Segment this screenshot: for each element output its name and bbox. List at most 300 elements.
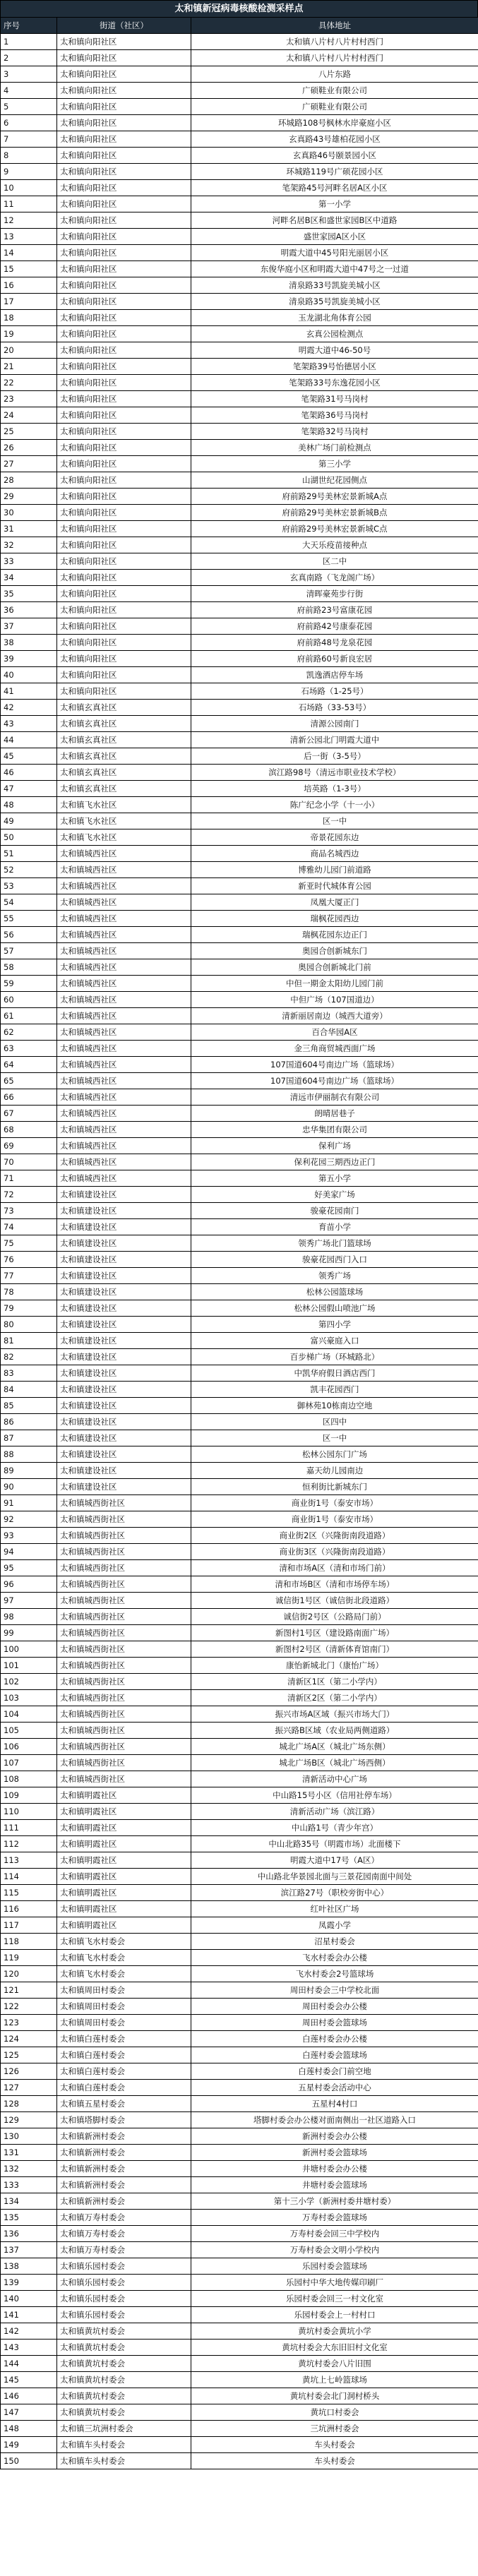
row-address: 石场路（1-25号） — [191, 683, 478, 700]
table-row — [1, 2275, 478, 2291]
row-address: 奥园合创新城北门前 — [191, 959, 478, 976]
row-community: 太和镇建设社区 — [57, 1382, 191, 1398]
row-address: 百合华园A区 — [191, 1024, 478, 1041]
row-community: 太和镇万寿村委会 — [57, 2210, 191, 2226]
table-row — [1, 862, 478, 878]
row-address: 大天乐疫苗接种点 — [191, 537, 478, 553]
row-community: 太和镇建设社区 — [57, 1398, 191, 1414]
table-row — [1, 2112, 478, 2128]
row-index: 13 — [1, 229, 57, 245]
row-community: 太和镇建设社区 — [57, 1268, 191, 1284]
row-community: 太和镇建设社区 — [57, 1414, 191, 1430]
row-community: 太和镇向阳社区 — [57, 131, 191, 148]
table-row — [1, 781, 478, 797]
row-index: 102 — [1, 1674, 57, 1690]
row-community: 太和镇玄真社区 — [57, 716, 191, 732]
table-row — [1, 50, 478, 66]
table-row — [1, 878, 478, 894]
table-row — [1, 1268, 478, 1284]
row-index: 30 — [1, 505, 57, 521]
row-address: 井塘村委会篮球场 — [191, 2177, 478, 2193]
row-index: 54 — [1, 894, 57, 911]
table-row — [1, 1609, 478, 1625]
row-address: 107国道604号南边广场（篮球场） — [191, 1073, 478, 1089]
row-address: 太和镇八片村八片村村西门 — [191, 34, 478, 50]
row-index: 128 — [1, 2096, 57, 2112]
row-community: 太和镇乐园村委会 — [57, 2275, 191, 2291]
row-index: 41 — [1, 683, 57, 700]
table-row — [1, 2372, 478, 2388]
row-community: 太和镇城西街社区 — [57, 1609, 191, 1625]
row-address: 环城路119号广硕花园小区 — [191, 164, 478, 180]
table-row — [1, 1690, 478, 1706]
table-row — [1, 1771, 478, 1787]
row-index: 142 — [1, 2323, 57, 2340]
table-row — [1, 553, 478, 570]
row-community: 太和镇向阳社区 — [57, 391, 191, 407]
table-row — [1, 407, 478, 424]
row-community: 太和镇建设社区 — [57, 1479, 191, 1495]
table-row — [1, 2015, 478, 2031]
row-community: 太和镇建设社区 — [57, 1430, 191, 1446]
row-address: 玄真路46号颐景园小区 — [191, 148, 478, 164]
row-community: 太和镇白莲村委会 — [57, 2063, 191, 2080]
row-address: 帝景花园东边 — [191, 829, 478, 846]
table-row — [1, 813, 478, 829]
row-index: 74 — [1, 1219, 57, 1235]
row-index: 136 — [1, 2226, 57, 2242]
row-address: 瑞枫花园东边正门 — [191, 927, 478, 943]
table-row — [1, 959, 478, 976]
row-community: 太和镇向阳社区 — [57, 667, 191, 683]
table-row — [1, 2258, 478, 2275]
table-row — [1, 1739, 478, 1755]
row-index: 2 — [1, 50, 57, 66]
row-index: 14 — [1, 245, 57, 261]
row-index: 40 — [1, 667, 57, 683]
row-index: 104 — [1, 1706, 57, 1723]
row-index: 18 — [1, 310, 57, 326]
row-community: 太和镇城西街社区 — [57, 1576, 191, 1593]
row-index: 82 — [1, 1349, 57, 1365]
row-address: 松林公园篮球场 — [191, 1284, 478, 1300]
table-row — [1, 1641, 478, 1658]
row-community: 太和镇城西社区 — [57, 959, 191, 976]
table-row — [1, 196, 478, 212]
row-index: 50 — [1, 829, 57, 846]
row-community: 太和镇明霞社区 — [57, 1836, 191, 1852]
row-index: 66 — [1, 1089, 57, 1106]
row-community: 太和镇乐园村委会 — [57, 2258, 191, 2275]
row-address: 玄真南路（飞龙阁广场） — [191, 570, 478, 586]
row-index: 134 — [1, 2193, 57, 2210]
row-address: 金三角商贸城西面广场 — [191, 1041, 478, 1057]
row-index: 145 — [1, 2372, 57, 2388]
row-index: 141 — [1, 2307, 57, 2323]
row-index: 53 — [1, 878, 57, 894]
row-index: 90 — [1, 1479, 57, 1495]
row-community: 太和镇建设社区 — [57, 1463, 191, 1479]
row-community: 太和镇明霞社区 — [57, 1804, 191, 1820]
table-row — [1, 148, 478, 164]
row-index: 150 — [1, 2453, 57, 2469]
row-index: 80 — [1, 1317, 57, 1333]
row-address: 府前路23号富康花园 — [191, 602, 478, 618]
table-row — [1, 1446, 478, 1463]
row-index: 97 — [1, 1593, 57, 1609]
row-address: 中但一期金太阳幼儿园门前 — [191, 976, 478, 992]
table-row — [1, 326, 478, 342]
row-community: 太和镇向阳社区 — [57, 586, 191, 602]
row-community: 太和镇玄真社区 — [57, 748, 191, 765]
row-address: 御林苑10栋南边空地 — [191, 1398, 478, 1414]
table-row — [1, 2307, 478, 2323]
table-row — [1, 277, 478, 294]
row-community: 太和镇建设社区 — [57, 1252, 191, 1268]
row-address: 府前路29号美林宏景新城C点 — [191, 521, 478, 537]
row-address: 玄真路43号雄柏花园小区 — [191, 131, 478, 148]
table-row — [1, 1869, 478, 1885]
row-address: 诚信街2号区（公路局门前） — [191, 1609, 478, 1625]
row-index: 126 — [1, 2063, 57, 2080]
row-index: 127 — [1, 2080, 57, 2096]
table-row — [1, 489, 478, 505]
row-index: 117 — [1, 1917, 57, 1934]
table-row — [1, 83, 478, 99]
row-community: 太和镇新洲村委会 — [57, 2145, 191, 2161]
row-community: 太和镇城西街社区 — [57, 1723, 191, 1739]
table-row — [1, 2356, 478, 2372]
row-index: 111 — [1, 1820, 57, 1836]
row-address: 黄坑村委会黄坑小学 — [191, 2323, 478, 2340]
table-row — [1, 602, 478, 618]
row-address: 黄坑村委会八片旧围 — [191, 2356, 478, 2372]
row-address: 明霞大道中17号（A区） — [191, 1852, 478, 1869]
table-row — [1, 456, 478, 472]
row-community: 太和镇向阳社区 — [57, 212, 191, 229]
table-row — [1, 943, 478, 959]
row-address: 恒利街比新城东门 — [191, 1479, 478, 1495]
table-row — [1, 2340, 478, 2356]
row-community: 太和镇城西社区 — [57, 911, 191, 927]
row-index: 60 — [1, 992, 57, 1008]
table-body — [1, 34, 478, 2469]
row-community: 太和镇城西社区 — [57, 1073, 191, 1089]
row-address: 保利广场 — [191, 1138, 478, 1154]
row-community: 太和镇建设社区 — [57, 1446, 191, 1463]
row-community: 太和镇城西社区 — [57, 846, 191, 862]
row-index: 9 — [1, 164, 57, 180]
row-index: 83 — [1, 1365, 57, 1382]
row-address: 府前路42号康泰花园 — [191, 618, 478, 635]
row-community: 太和镇周田村委会 — [57, 1999, 191, 2015]
row-community: 太和镇万寿村委会 — [57, 2242, 191, 2258]
row-index: 106 — [1, 1739, 57, 1755]
row-community: 太和镇向阳社区 — [57, 456, 191, 472]
row-community: 太和镇城西社区 — [57, 1138, 191, 1154]
table-row — [1, 1755, 478, 1771]
row-community: 太和镇车头村委会 — [57, 2437, 191, 2453]
row-address: 好美家广场 — [191, 1187, 478, 1203]
row-community: 太和镇塔脚村委会 — [57, 2112, 191, 2128]
row-index: 20 — [1, 342, 57, 359]
row-index: 67 — [1, 1106, 57, 1122]
row-index: 48 — [1, 797, 57, 813]
table-row — [1, 1544, 478, 1560]
row-community: 太和镇飞水村委会 — [57, 1934, 191, 1950]
row-address: 领秀广场北门篮球场 — [191, 1235, 478, 1252]
row-address: 清和市场A区（清和市场门前） — [191, 1560, 478, 1576]
table-row — [1, 1382, 478, 1398]
table-row — [1, 829, 478, 846]
row-address: 明霞大道中46-50号 — [191, 342, 478, 359]
document-title: 太和镇新冠病毒核酸检测采样点 — [0, 0, 478, 17]
table-row — [1, 2226, 478, 2242]
row-community: 太和镇城西社区 — [57, 1154, 191, 1170]
table-header-row — [1, 18, 478, 34]
row-index: 31 — [1, 521, 57, 537]
row-address: 三坑洲村委会 — [191, 2421, 478, 2437]
row-address: 清新活动中心广场 — [191, 1771, 478, 1787]
row-index: 24 — [1, 407, 57, 424]
table-row — [1, 992, 478, 1008]
row-community: 太和镇明霞社区 — [57, 1869, 191, 1885]
row-address: 培英路（1-3号） — [191, 781, 478, 797]
row-community: 太和镇向阳社区 — [57, 407, 191, 424]
row-community: 太和镇向阳社区 — [57, 440, 191, 456]
row-index: 116 — [1, 1901, 57, 1917]
table-row — [1, 1041, 478, 1057]
row-address: 白莲村委会门前空地 — [191, 2063, 478, 2080]
row-address: 广硕鞋业有限公司 — [191, 83, 478, 99]
row-address: 中山北路35号（明霞市场）北面楼下 — [191, 1836, 478, 1852]
row-community: 太和镇城西街社区 — [57, 1755, 191, 1771]
row-index: 76 — [1, 1252, 57, 1268]
row-community: 太和镇向阳社区 — [57, 277, 191, 294]
row-index: 122 — [1, 1999, 57, 2015]
row-community: 太和镇城西街社区 — [57, 1690, 191, 1706]
table-row — [1, 1414, 478, 1430]
row-community: 太和镇向阳社区 — [57, 294, 191, 310]
row-index: 113 — [1, 1852, 57, 1869]
row-community: 太和镇城西社区 — [57, 1024, 191, 1041]
row-index: 72 — [1, 1187, 57, 1203]
row-community: 太和镇城西社区 — [57, 1122, 191, 1138]
row-address: 河畔名居B区和盛世家园B区中道路 — [191, 212, 478, 229]
row-index: 98 — [1, 1609, 57, 1625]
row-address: 城北广场B区（城北广场西侧） — [191, 1755, 478, 1771]
row-community: 太和镇城西社区 — [57, 878, 191, 894]
row-address: 笔架路31号马岗村 — [191, 391, 478, 407]
row-index: 138 — [1, 2258, 57, 2275]
row-community: 太和镇城西街社区 — [57, 1544, 191, 1560]
row-address: 保利花园三期西边正门 — [191, 1154, 478, 1170]
table-row — [1, 2404, 478, 2421]
row-community: 太和镇飞水村委会 — [57, 1950, 191, 1966]
table-row — [1, 1203, 478, 1219]
row-address: 清新公园北门明霞大道中 — [191, 732, 478, 748]
row-index: 25 — [1, 424, 57, 440]
row-address: 区四中 — [191, 1414, 478, 1430]
row-address: 育苗小学 — [191, 1219, 478, 1235]
table-row — [1, 2193, 478, 2210]
row-community: 太和镇新洲村委会 — [57, 2193, 191, 2210]
row-community: 太和镇城西街社区 — [57, 1625, 191, 1641]
row-index: 112 — [1, 1836, 57, 1852]
row-community: 太和镇玄真社区 — [57, 765, 191, 781]
row-community: 太和镇城西街社区 — [57, 1658, 191, 1674]
row-address: 万寿村委会文明小学校内 — [191, 2242, 478, 2258]
row-community: 太和镇黄坑村委会 — [57, 2372, 191, 2388]
row-address: 领秀广场 — [191, 1268, 478, 1284]
row-index: 109 — [1, 1787, 57, 1804]
table-row — [1, 1122, 478, 1138]
row-address: 松林公园东门广场 — [191, 1446, 478, 1463]
row-address: 区一中 — [191, 1430, 478, 1446]
row-index: 88 — [1, 1446, 57, 1463]
table-row — [1, 66, 478, 83]
row-index: 29 — [1, 489, 57, 505]
row-index: 44 — [1, 732, 57, 748]
row-community: 太和镇周田村委会 — [57, 2015, 191, 2031]
table-row — [1, 618, 478, 635]
row-community: 太和镇向阳社区 — [57, 375, 191, 391]
row-index: 5 — [1, 99, 57, 115]
row-index: 132 — [1, 2161, 57, 2177]
table-row — [1, 1625, 478, 1641]
row-address: 白莲村委会办公楼 — [191, 2031, 478, 2047]
row-address: 第一小学 — [191, 196, 478, 212]
row-address: 城北广场A区（城北广场东侧） — [191, 1739, 478, 1755]
table-row — [1, 1398, 478, 1414]
row-community: 太和镇白莲村委会 — [57, 2047, 191, 2063]
row-index: 144 — [1, 2356, 57, 2372]
table-row — [1, 2453, 478, 2469]
table-row — [1, 2063, 478, 2080]
row-index: 7 — [1, 131, 57, 148]
row-index: 55 — [1, 911, 57, 927]
row-address: 中山路15号小区（信用社停车场） — [191, 1787, 478, 1804]
row-address: 博雅幼儿园门前道路 — [191, 862, 478, 878]
table-row — [1, 1917, 478, 1934]
row-community: 太和镇向阳社区 — [57, 245, 191, 261]
row-address: 黄坑口村委会 — [191, 2404, 478, 2421]
table-row — [1, 1982, 478, 1999]
table-row — [1, 2242, 478, 2258]
table-row — [1, 2145, 478, 2161]
table-row — [1, 2047, 478, 2063]
row-address: 塔脚村委会办公楼对面南侧出一社区道路入口 — [191, 2112, 478, 2128]
row-address: 府前路60号新良宏居 — [191, 651, 478, 667]
row-index: 133 — [1, 2177, 57, 2193]
row-address: 新图村1号区（建设路南面广场） — [191, 1625, 478, 1641]
row-index: 58 — [1, 959, 57, 976]
row-address: 诚信街1号区（诚信街北段道路） — [191, 1593, 478, 1609]
table-row — [1, 1560, 478, 1576]
table-row — [1, 1511, 478, 1528]
row-address: 忠华集团有限公司 — [191, 1122, 478, 1138]
row-address: 笔架路33号东逸花园小区 — [191, 375, 478, 391]
table-row — [1, 1966, 478, 1982]
row-community: 太和镇向阳社区 — [57, 342, 191, 359]
table-row — [1, 261, 478, 277]
row-index: 95 — [1, 1560, 57, 1576]
row-community: 太和镇建设社区 — [57, 1317, 191, 1333]
row-community: 太和镇城西街社区 — [57, 1771, 191, 1787]
row-address: 笔架路45号河畔名居A区小区 — [191, 180, 478, 196]
row-index: 12 — [1, 212, 57, 229]
row-community: 太和镇城西街社区 — [57, 1560, 191, 1576]
row-index: 119 — [1, 1950, 57, 1966]
table-row — [1, 1723, 478, 1739]
row-community: 太和镇向阳社区 — [57, 229, 191, 245]
row-index: 59 — [1, 976, 57, 992]
row-address: 五星村4村口 — [191, 2096, 478, 2112]
row-index: 21 — [1, 359, 57, 375]
row-community: 太和镇新洲村委会 — [57, 2161, 191, 2177]
row-index: 130 — [1, 2128, 57, 2145]
row-address: 八片东路 — [191, 66, 478, 83]
row-community: 太和镇建设社区 — [57, 1284, 191, 1300]
row-index: 61 — [1, 1008, 57, 1024]
row-address: 奥园合创新城东门 — [191, 943, 478, 959]
table-row — [1, 212, 478, 229]
row-index: 15 — [1, 261, 57, 277]
row-address: 沼星村委会 — [191, 1934, 478, 1950]
row-index: 43 — [1, 716, 57, 732]
row-community: 太和镇白莲村委会 — [57, 2031, 191, 2047]
table-row — [1, 651, 478, 667]
row-community: 太和镇城西社区 — [57, 1008, 191, 1024]
row-address: 环城路108号枫林水岸豪庭小区 — [191, 115, 478, 131]
row-index: 6 — [1, 115, 57, 131]
row-address: 乐园村委会上一村村口 — [191, 2307, 478, 2323]
row-index: 37 — [1, 618, 57, 635]
row-community: 太和镇城西街社区 — [57, 1593, 191, 1609]
row-address: 第十三小学（新洲村委井塘村委） — [191, 2193, 478, 2210]
row-community: 太和镇新洲村委会 — [57, 2128, 191, 2145]
row-community: 太和镇向阳社区 — [57, 66, 191, 83]
row-community: 太和镇明霞社区 — [57, 1901, 191, 1917]
row-address: 凯丰花园西门 — [191, 1382, 478, 1398]
row-address: 第四小学 — [191, 1317, 478, 1333]
row-community: 太和镇城西社区 — [57, 943, 191, 959]
row-index: 11 — [1, 196, 57, 212]
row-address: 井塘村委会办公楼 — [191, 2161, 478, 2177]
row-index: 146 — [1, 2388, 57, 2404]
row-address: 美林广场门前检测点 — [191, 440, 478, 456]
row-community: 太和镇城西街社区 — [57, 1528, 191, 1544]
table-row — [1, 164, 478, 180]
row-index: 110 — [1, 1804, 57, 1820]
table-row — [1, 131, 478, 148]
row-community: 太和镇城西社区 — [57, 862, 191, 878]
table-row — [1, 1463, 478, 1479]
row-address: 周田村委会篮球场 — [191, 2015, 478, 2031]
row-community: 太和镇新洲村委会 — [57, 2177, 191, 2193]
header-community: 街道（社区） — [57, 18, 191, 34]
row-address: 太和镇八片村八片村村西门 — [191, 50, 478, 66]
row-index: 64 — [1, 1057, 57, 1073]
row-community: 太和镇向阳社区 — [57, 310, 191, 326]
table-row — [1, 1187, 478, 1203]
row-address: 嘉天幼儿园南边 — [191, 1463, 478, 1479]
row-index: 65 — [1, 1073, 57, 1089]
row-community: 太和镇城西街社区 — [57, 1739, 191, 1755]
row-address: 车头村委会 — [191, 2453, 478, 2469]
row-address: 玉龙湖北角体育公园 — [191, 310, 478, 326]
row-index: 100 — [1, 1641, 57, 1658]
